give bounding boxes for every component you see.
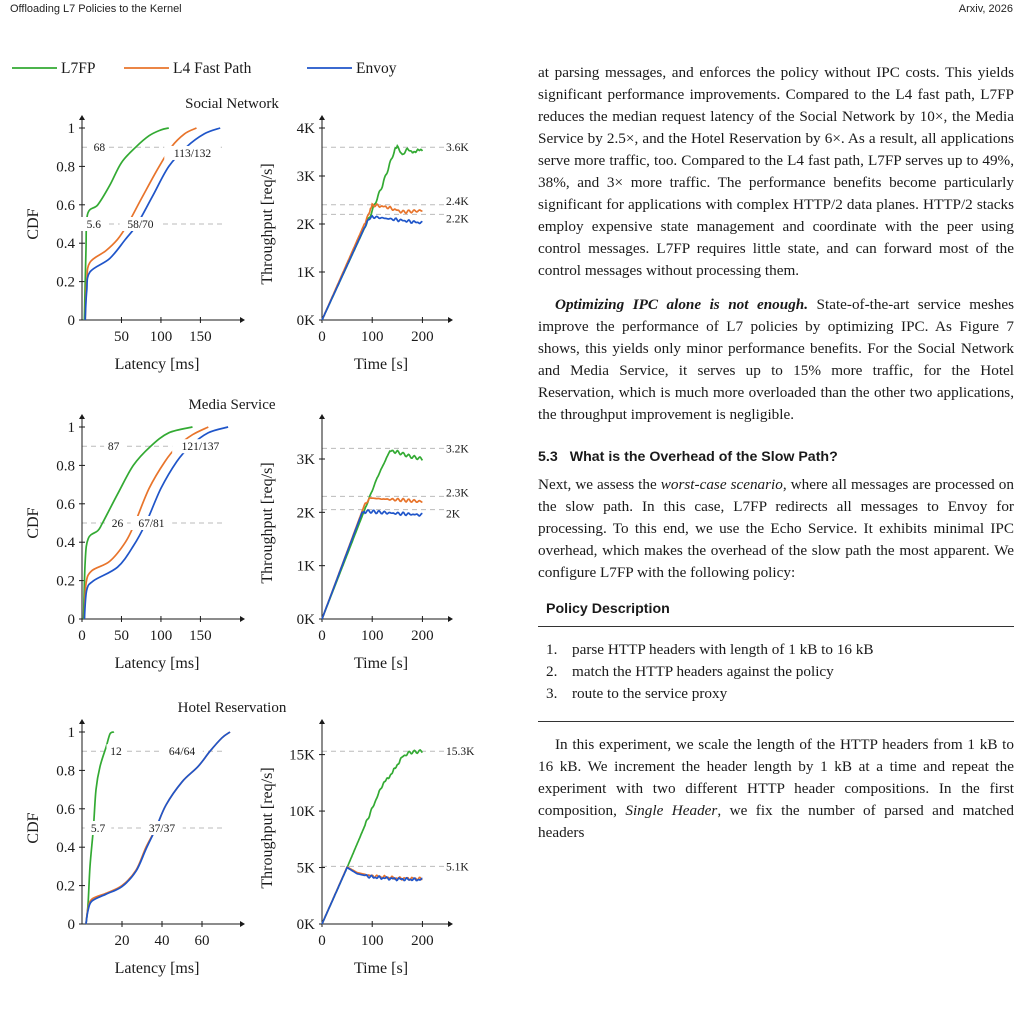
panel-0-y-tick-label: 0.2: [56, 274, 75, 291]
paragraph-experiment-emph: Single Header: [625, 802, 718, 819]
panel-0-annotation: 58/70: [127, 219, 154, 231]
panel-5-y-tick-label: 5K: [296, 860, 315, 877]
policy-item-text: parse HTTP headers with length of 1 kB to 16 kB: [572, 641, 874, 658]
panel-4-x-tick-label: 20: [114, 933, 130, 949]
panel-5-y-tick-label: 10K: [289, 804, 315, 821]
paragraph-ipc-body: State-of-the-art service meshes improve the performance of L7 policies by optimizing IPC. As Figure 7 shows, this yields only minor performance benefits. For the Social Network and Media Service, it serves up to 15% more traffic, for the Hotel Reservation, which is much more overloaded than the other two applications, the throughput improvement is negligible.: [538, 296, 1015, 423]
paragraph-slow-path-b: , where all messages are processed on the slow path. In this case, L7FP redirects all messages to Envoy for processing. To this end, we use the Echo Service. It exhibits minimal IPC overhead, which makes the overhead of the slow path the most apparent. We configure L7FP with the following policy:: [538, 476, 1014, 581]
panel-1-y-tick-label: 2K: [296, 217, 315, 233]
panel-1-end-label: 2.4K: [446, 195, 469, 208]
panel-3-series-l7fp: [322, 451, 422, 620]
panel-4-y-tick-label: 1: [67, 725, 75, 741]
policy-title: Policy Description: [538, 598, 1014, 627]
panel-0-y-tick-label: 0.4: [56, 236, 75, 253]
panel-3-end-label: 2K: [446, 508, 461, 521]
panel-4-y-tick-label: 0.6: [56, 801, 75, 818]
paragraph-experiment-a: In this experiment, we scale the length of the HTTP headers from 1 kB to 16 kB. We increment the header length by 1 kB at a time and repeat the experiment with two different HTTP header compositions. In the first composition,: [538, 736, 1014, 819]
running-head-venue: Arxiv, 2026: [958, 3, 1013, 15]
panel-5-x-tick-label: 100: [360, 933, 384, 949]
policy-item-number: 2.: [546, 663, 558, 680]
policy-item: [546, 683, 1014, 705]
panel-1-x-label: Time [s]: [353, 356, 409, 373]
paragraph-ipc: [538, 294, 1014, 426]
panel-0-x-tick-label: 150: [189, 329, 212, 345]
panel-4-y-tick-label: 0.2: [56, 878, 75, 895]
panel-0-annotation: 68: [93, 142, 106, 155]
panel-1-y-tick-label: 0K: [296, 313, 315, 329]
running-head-title: Offloading L7 Policies to the Kernel: [10, 3, 182, 15]
row-title-1: Media Service: [188, 397, 276, 413]
panel-5-x-tick-label: 0: [318, 933, 326, 949]
policy-item-text: route to the service proxy: [572, 685, 728, 702]
panel-3-x-label: Time [s]: [353, 655, 409, 672]
panel-1-x-tick-label: 200: [411, 329, 434, 345]
panel-3-series-l4-fast-path: [322, 498, 422, 619]
figure-6: [0, 52, 520, 1014]
panel-4-x-axis-arrow: [240, 921, 245, 927]
panel-5-x-label: Time [s]: [353, 960, 409, 977]
paragraph-slow-path-a: Next, we assess the: [538, 476, 661, 493]
panel-2-y-tick-label: 0.8: [56, 458, 75, 475]
policy-bottom-rule: [538, 721, 1014, 722]
panel-0-y-tick-label: 0.6: [56, 197, 75, 214]
section-title: What is the Overhead of the Slow Path?: [569, 449, 838, 465]
panel-2-x-label: Latency [ms]: [114, 655, 200, 672]
panel-5-y-tick-label: 15K: [289, 747, 315, 764]
panel-4-y-tick-label: 0.4: [56, 840, 75, 857]
panel-0-x-axis-arrow: [240, 317, 245, 323]
policy-box: [538, 598, 1014, 722]
panel-3-y-tick-label: 0K: [296, 612, 315, 628]
panel-2-y-label: CDF: [25, 507, 42, 539]
panel-3-x-tick-label: 100: [360, 628, 384, 644]
row-title-2: Hotel Reservation: [177, 700, 287, 716]
panel-3-y-label: Throughput [req/s]: [259, 462, 276, 584]
panel-2-annotation: 87: [107, 441, 120, 454]
panel-5-y-tick-label: 0K: [296, 917, 315, 933]
panel-5-end-label: 5.1K: [446, 861, 469, 874]
panel-1-end-label: 2.2K: [446, 213, 469, 226]
panel-0-x-tick-label: 100: [149, 329, 173, 345]
panel-4-annotation: 64/64: [168, 746, 196, 759]
panel-2-x-tick-label: 150: [189, 628, 212, 644]
policy-item-number: 3.: [546, 685, 558, 702]
legend-label-1: L4 Fast Path: [173, 60, 252, 77]
panel-4-x-tick-label: 60: [194, 933, 210, 949]
policy-item: [546, 639, 1014, 661]
paragraph-results: at parsing messages, and enforces the policy without IPC costs. This yields significant performance improvements. Compared to the L4 fast path, L7FP reduces the median request latency of the Social Network by 10×, the Media Service by 2.5×, and the Hotel Reservation by 6×. As a result, all applications serve more traffic, too. Compared to the L4 fast path, L7FP serves up to 49%, 38%, and 3× more traffic. The performance benefits become particularly significant for applications with complex HTTP/2 data planes. HTTP/2 stacks employ expensive state management and coordinate with the peer using control messages. L7FP requires little state, and can forward most of the control messages without processing them.: [538, 64, 1014, 279]
panel-2-annotation: 26: [111, 518, 124, 530]
paragraph-experiment-b: , we fix the number of parsed and matched headers: [538, 802, 1015, 841]
paragraph-slow-path-emph: worst-case scenario: [660, 476, 783, 493]
panel-5-series-envoy: [322, 868, 422, 925]
paragraph-experiment: [538, 734, 1014, 844]
panel-2-x-tick-label: 100: [149, 628, 173, 644]
panel-1-y-label: Throughput [req/s]: [259, 163, 276, 285]
panel-3-series-envoy: [322, 510, 422, 619]
panel-1-x-axis-arrow: [448, 317, 453, 323]
panel-0-y-axis-arrow: [79, 115, 85, 120]
panel-3-y-tick-label: 3K: [296, 452, 315, 468]
panel-5-x-axis-arrow: [448, 921, 453, 927]
panel-4-x-tick-label: 40: [154, 933, 170, 949]
panel-2-y-axis-arrow: [79, 414, 85, 419]
panel-2-x-axis-arrow: [240, 616, 245, 622]
panel-0-x-tick-label: 50: [113, 329, 129, 345]
panel-4-annotation: 12: [110, 746, 122, 759]
panel-1-x-tick-label: 0: [318, 329, 326, 345]
panel-2-y-tick-label: 0.6: [56, 496, 75, 513]
panel-0-annotation: 5.6: [86, 219, 102, 231]
panel-1-y-tick-label: 3K: [296, 169, 315, 185]
panel-4-annotation: 5.7: [90, 823, 106, 835]
legend-label-0: L7FP: [61, 60, 96, 77]
panel-4-x-label: Latency [ms]: [114, 960, 200, 977]
panel-5-end-label: 15.3K: [446, 746, 475, 759]
panel-4-annotation: 37/37: [148, 823, 176, 835]
panel-1-y-axis-arrow: [319, 115, 325, 120]
panel-1-x-tick-label: 100: [360, 329, 384, 345]
legend-label-2: Envoy: [356, 60, 397, 77]
text-column: [538, 62, 1014, 844]
panel-3-x-tick-label: 0: [318, 628, 326, 644]
panel-0-y-label: CDF: [25, 208, 42, 240]
panel-2-x-tick-label: 0: [78, 628, 86, 644]
panel-3-end-label: 3.2K: [446, 443, 469, 456]
panel-5-x-tick-label: 200: [411, 933, 434, 949]
panel-2-x-tick-label: 50: [113, 628, 129, 644]
section-heading: [538, 446, 1014, 468]
panel-1-series-l7fp: [322, 146, 422, 320]
panel-3-end-label: 2.3K: [446, 487, 469, 500]
panel-4-y-label: CDF: [25, 812, 42, 844]
panel-0-y-tick-label: 0: [67, 313, 75, 329]
paragraph-heading: Optimizing IPC alone is not enough.: [555, 296, 809, 313]
panel-2-y-tick-label: 0.4: [56, 535, 75, 552]
section-number: 5.3: [538, 449, 558, 465]
panel-3-y-tick-label: 1K: [296, 558, 315, 575]
panel-2-annotation: 67/81: [138, 518, 165, 530]
panel-1-y-tick-label: 1K: [296, 265, 315, 281]
panel-3-x-axis-arrow: [448, 616, 453, 622]
panel-0-x-label: Latency [ms]: [114, 356, 200, 373]
panel-0-y-tick-label: 1: [67, 121, 75, 137]
panel-3-y-axis-arrow: [319, 414, 325, 419]
panel-4-y-tick-label: 0: [67, 917, 75, 933]
row-title-0: Social Network: [185, 96, 279, 112]
panel-2-y-tick-label: 0.2: [56, 573, 75, 590]
panel-2-y-tick-label: 1: [67, 420, 75, 436]
panel-3-y-tick-label: 2K: [296, 505, 315, 522]
panel-1-series-envoy: [322, 216, 422, 320]
policy-item-number: 1.: [546, 641, 558, 658]
panel-1-end-label: 3.6K: [446, 142, 469, 155]
panel-5-y-axis-arrow: [319, 719, 325, 724]
paragraph-slow-path: [538, 474, 1014, 584]
panel-1-y-tick-label: 4K: [296, 121, 315, 137]
policy-item-text: match the HTTP headers against the policy: [572, 663, 834, 680]
panel-5-series-l7fp: [322, 750, 422, 924]
panel-2-annotation: 121/137: [181, 441, 220, 454]
panel-4-y-tick-label: 0.8: [56, 763, 75, 780]
policy-item: [546, 661, 1014, 683]
panel-0-annotation: 113/132: [173, 147, 212, 160]
panel-5-y-label: Throughput [req/s]: [259, 767, 276, 889]
panel-2-y-tick-label: 0: [67, 612, 75, 628]
panel-0-y-tick-label: 0.8: [56, 159, 75, 176]
policy-list: [546, 639, 1014, 705]
panel-4-y-axis-arrow: [79, 719, 85, 724]
panel-3-x-tick-label: 200: [411, 628, 434, 644]
